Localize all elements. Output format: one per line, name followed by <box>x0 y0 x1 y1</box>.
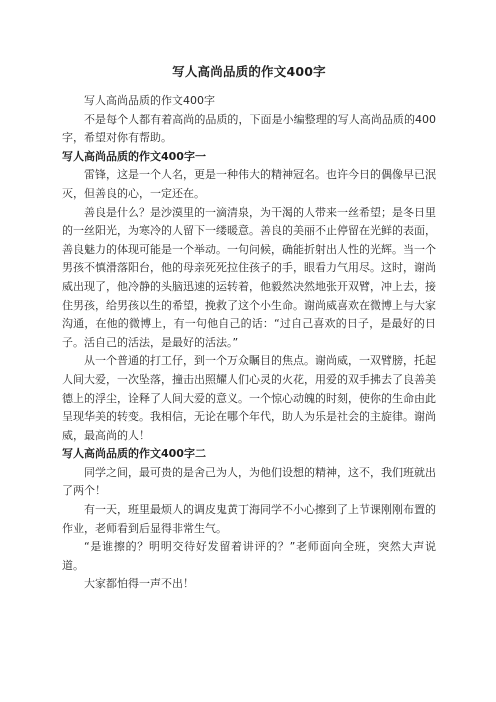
section-1-paragraph-2: 善良是什么？是沙漠里的一滴清泉，为干渴的人带来一丝希望；是冬日里的一丝阳光，为寒冷的人留下一缕暖意。善良的美丽不止停留在光鲜的表面，善良魅力的体现可能是一个举动。一句问候，确能折射出人性的光辉。当一个男孩不慎滑落阳台，他的母亲死死拉住孩子的手，眼看力气用尽。这时，谢尚威出现了，他冷静的头脑迅速的运转着，他毅然决然地张开双臂，冲上去，接住男孩，给男孩以生的希望，挽救了这个小生命。谢尚威喜欢在微博上与大家沟通，在他的微博上，有一句他自己的话：“过自己喜欢的日子，是最好的日子。活自己的活法，是最好的活法。” <box>62 205 436 349</box>
intro-paragraph: 不是每个人都有着高尚的品质的，下面是小编整理的写人高尚品质的400字，希望对你有帮助。 <box>62 112 436 145</box>
section-1-paragraph-3: 从一个普通的打工仔，到一个万众瞩目的焦点。谢尚威，一双臂膀，托起人间大爱，一次坠落，撞击出照耀人们心灵的火花，用爱的双手拂去了良善美德上的浮尘，诠释了人间大爱的意义。一个惊心动魄的时刻，使你的生命由此呈现华美的转变。我相信，无论在哪个年代，助人为乐是社会的主旋律。谢尚威，最高尚的人！ <box>62 354 436 442</box>
section-1-paragraph-1: 雷锋，这是一个人名，更是一种伟大的精神冠名。也许今日的偶像早已泯灭，但善良的心，一定还在。 <box>62 168 436 200</box>
section-1-heading: 写人高尚品质的作文400字一 <box>62 149 206 163</box>
document-title: 写人高尚品质的作文400字 <box>172 64 326 79</box>
section-2-paragraph-2: 有一天，班里最烦人的调皮鬼黄丁海同学不小心擦到了上节课刚刚布置的作业，老师看到后显得非常生气。 <box>62 503 436 535</box>
section-2-paragraph-1: 同学之间，最可贵的是舍己为人，为他们设想的精神，这不，我们班就出了两个！ <box>62 465 436 498</box>
intro-title-line: 写人高尚品质的作文400字 <box>84 94 215 107</box>
section-2-heading: 写人高尚品质的作文400字二 <box>62 447 206 461</box>
section-2-paragraph-4: 大家都怕得一声不出！ <box>84 577 194 591</box>
section-2-paragraph-3: “是谁擦的？明明交待好发留着讲评的？”老师面向全班，突然大声说道。 <box>62 540 436 572</box>
